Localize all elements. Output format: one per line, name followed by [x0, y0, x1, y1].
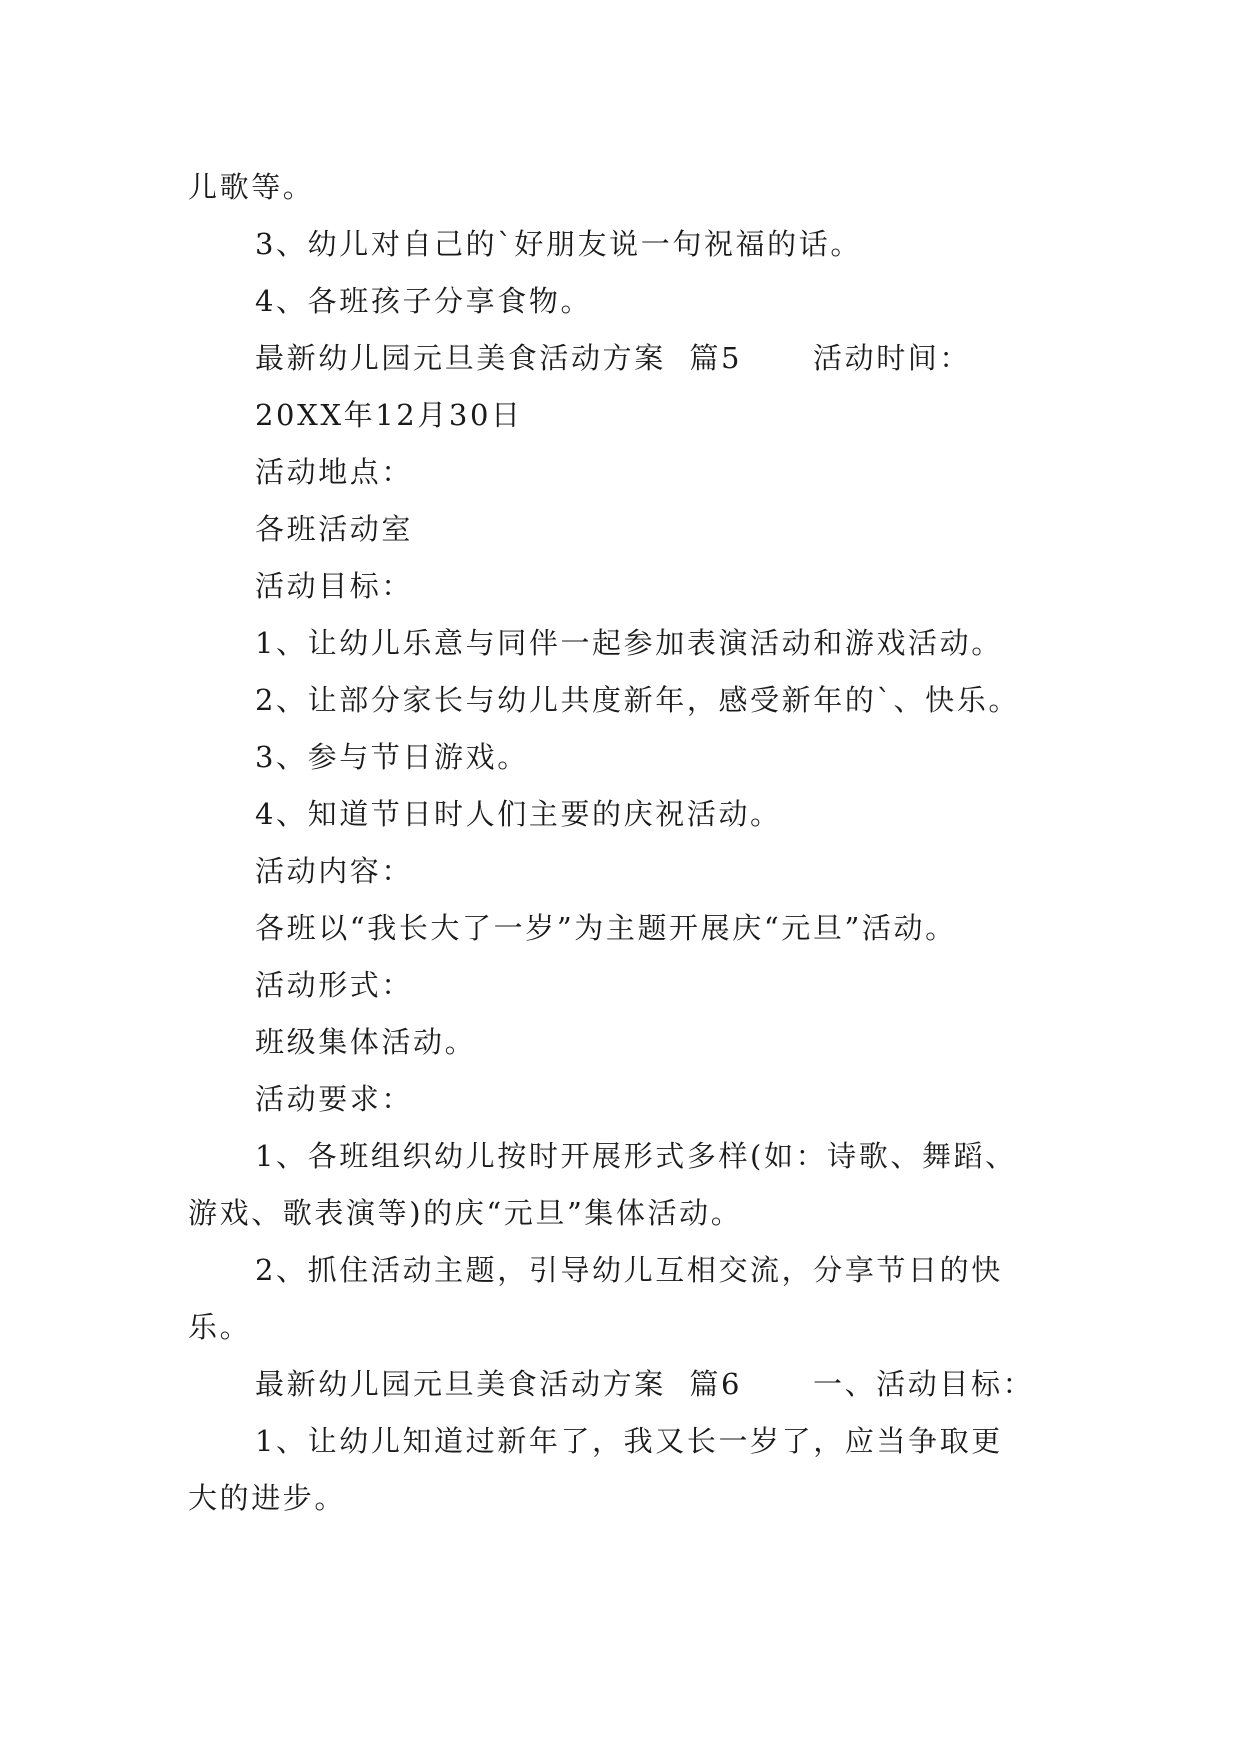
- text-line: 1、让幼儿知道过新年了，我又长一岁了，应当争取更: [255, 1424, 1003, 1458]
- text-line: 3、参与节日游戏。: [255, 740, 529, 774]
- text-line: 游戏、歌表演等)的庆“元旦”集体活动。: [188, 1196, 743, 1230]
- text-line: 活动内容：: [255, 854, 414, 888]
- text-line: 3、幼儿对自己的`好朋友说一句祝福的话。: [255, 227, 862, 261]
- text-line: 大的进步。: [188, 1481, 347, 1515]
- text-line: 乐。: [188, 1310, 252, 1344]
- text-line: 20XX年12月30日: [255, 398, 523, 432]
- text-line: 2、让部分家长与幼儿共度新年，感受新年的`、快乐。: [255, 683, 1020, 717]
- section-heading: 最新幼儿园元旦美食活动方案 篇5 活动时间：: [255, 341, 971, 375]
- text-line: 活动形式：: [255, 968, 414, 1002]
- text-line: 班级集体活动。: [255, 1025, 477, 1059]
- text-line: 活动目标：: [255, 569, 414, 603]
- text-line: 儿歌等。: [188, 170, 315, 204]
- text-line: 2、抓住活动主题，引导幼儿互相交流，分享节日的快: [255, 1253, 1003, 1287]
- text-line: 活动地点：: [255, 455, 414, 489]
- text-line: 1、各班组织幼儿按时开展形式多样(如：诗歌、舞蹈、: [255, 1139, 1017, 1173]
- text-line: 4、知道节日时人们主要的庆祝活动。: [255, 797, 782, 831]
- text-line: 活动要求：: [255, 1082, 414, 1116]
- text-line: 1、让幼儿乐意与同伴一起参加表演活动和游戏活动。: [255, 626, 1003, 660]
- section-heading: 最新幼儿园元旦美食活动方案 篇6 一、活动目标：: [255, 1367, 1035, 1401]
- text-line: 各班以“我长大了一岁”为主题开展庆“元旦”活动。: [255, 911, 957, 945]
- text-line: 各班活动室: [255, 512, 414, 546]
- text-line: 4、各班孩子分享食物。: [255, 284, 593, 318]
